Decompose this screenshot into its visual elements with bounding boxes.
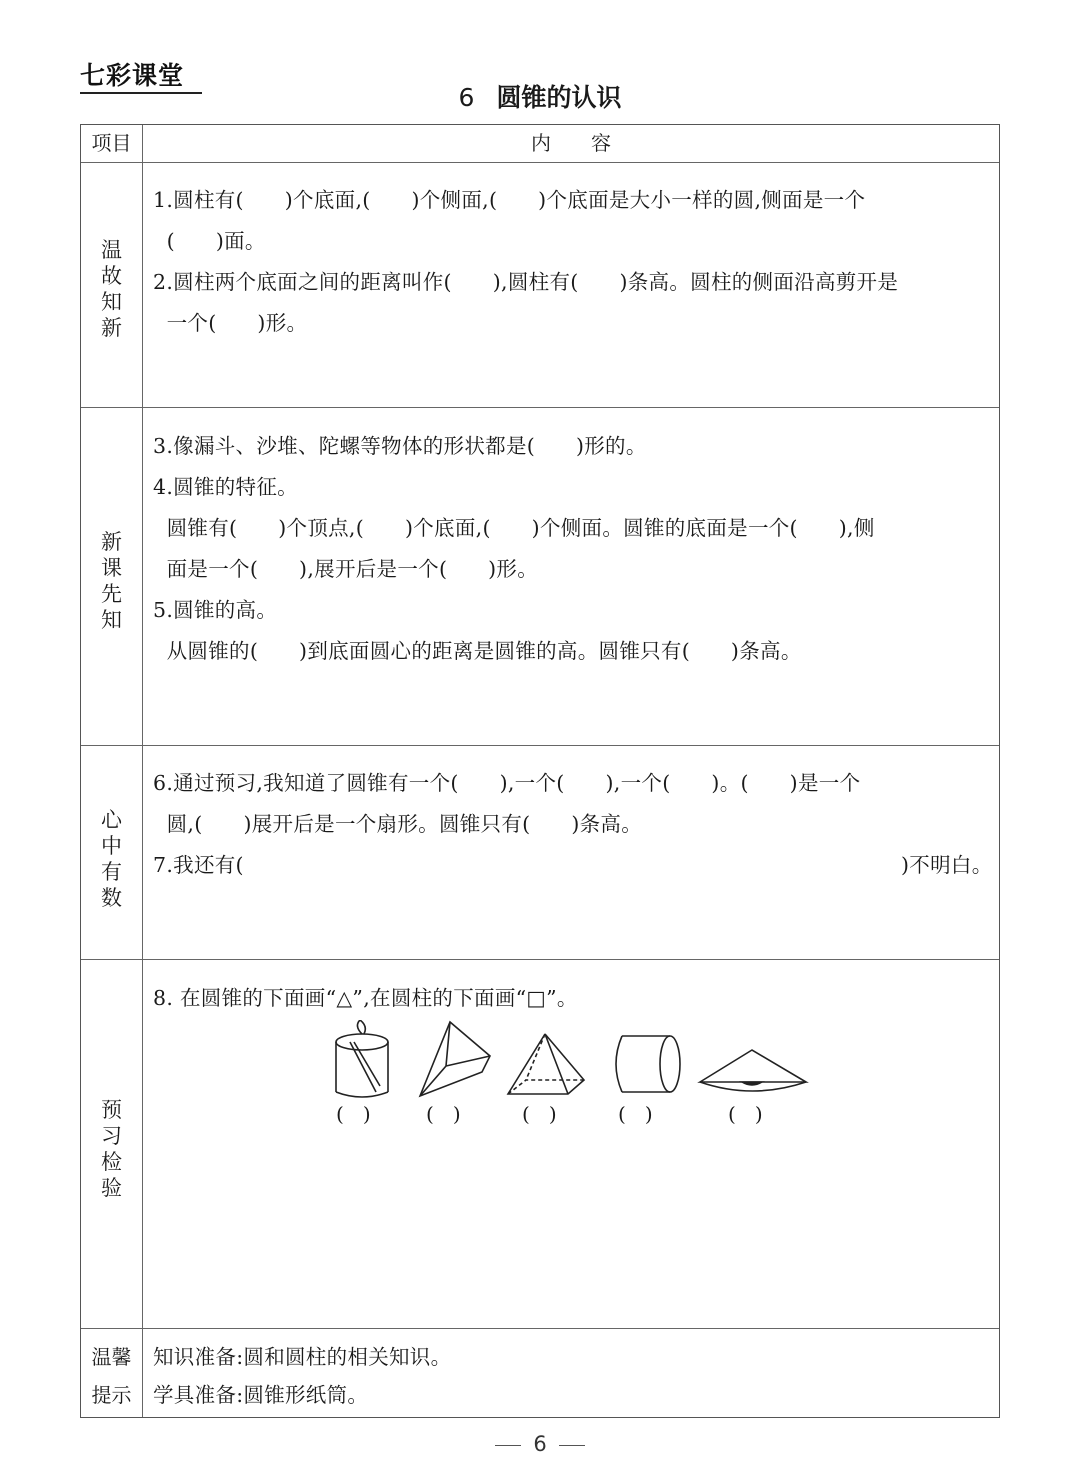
question-line: ( )面。 bbox=[153, 229, 266, 253]
section-label-review: 温 故 知 新 bbox=[101, 238, 122, 340]
question-line: 一个( )形。 bbox=[153, 311, 308, 335]
worksheet-table bbox=[80, 124, 1000, 1418]
question-line: 4.圆锥的特征。 bbox=[153, 475, 298, 499]
shape-figures-svg bbox=[250, 1020, 810, 1100]
question-line: 6.通过预习,我知道了圆锥有一个( ),一个( ),一个( )。( )是一个 bbox=[153, 771, 861, 795]
lesson-title: 圆锥的认识 bbox=[496, 83, 622, 112]
page-title bbox=[0, 78, 1080, 114]
row-divider bbox=[81, 959, 999, 960]
question-line: 5.圆锥的高。 bbox=[153, 598, 278, 622]
question-line-end: )不明白。 bbox=[901, 853, 993, 877]
question-line: 1.圆柱有( )个底面,( )个侧面,( )个底面是大小一样的圆,侧面是一个 bbox=[153, 188, 866, 212]
section-label-preview-check: 预 习 检 验 bbox=[101, 1098, 122, 1200]
row-divider bbox=[81, 745, 999, 746]
page-footer bbox=[0, 1432, 1080, 1456]
header-item: 项目 bbox=[91, 131, 132, 155]
answer-blank[interactable]: ( ) bbox=[522, 1102, 557, 1126]
section-label-tips: 温馨 提示 bbox=[91, 1345, 132, 1407]
tip-line: 学具准备:圆锥形纸筒。 bbox=[153, 1383, 369, 1407]
question-line: 面是一个( ),展开后是一个( )形。 bbox=[153, 557, 539, 581]
answer-blank[interactable]: ( ) bbox=[336, 1102, 371, 1126]
wedge-icon bbox=[420, 1022, 490, 1096]
question-line: 7.我还有( bbox=[153, 853, 244, 877]
header-content: 内容 bbox=[531, 131, 651, 155]
candle-cylinder-icon bbox=[336, 1020, 388, 1097]
answer-blank[interactable]: ( ) bbox=[728, 1102, 763, 1126]
section-label-summary: 心 中 有 数 bbox=[101, 808, 122, 910]
row-divider bbox=[81, 1328, 999, 1329]
page-number: 6 bbox=[533, 1432, 547, 1456]
tip-line: 知识准备:圆和圆柱的相关知识。 bbox=[153, 1345, 452, 1369]
question-line: 从圆锥的( )到底面圆心的距离是圆锥的高。圆锥只有( )条高。 bbox=[153, 639, 802, 663]
question-line: 圆,( )展开后是一个扇形。圆锥只有( )条高。 bbox=[153, 812, 643, 836]
question-line: 3.像漏斗、沙堆、陀螺等物体的形状都是( )形的。 bbox=[153, 434, 647, 458]
section-label-new-lesson: 新 课 先 知 bbox=[101, 530, 122, 632]
answer-blank[interactable]: ( ) bbox=[426, 1102, 461, 1126]
answer-blank[interactable]: ( ) bbox=[618, 1102, 653, 1126]
hat-cone-icon bbox=[700, 1050, 806, 1091]
question-line: 8. 在圆锥的下面画“△”,在圆柱的下面画“□”。 bbox=[153, 986, 578, 1010]
column-divider bbox=[142, 125, 143, 1417]
row-divider bbox=[81, 162, 999, 163]
question-line: 2.圆柱两个底面之间的距离叫作( ),圆柱有( )条高。圆柱的侧面沿高剪开是 bbox=[153, 270, 899, 294]
shape-figures bbox=[250, 1020, 810, 1130]
footer-dash-right bbox=[559, 1445, 585, 1446]
pyramid-icon bbox=[508, 1034, 584, 1094]
cylinder-icon bbox=[616, 1036, 680, 1092]
question-line: 圆锥有( )个顶点,( )个底面,( )个侧面。圆锥的底面是一个( ),侧 bbox=[153, 516, 875, 540]
footer-dash-left bbox=[495, 1445, 521, 1446]
lesson-number: 6 bbox=[458, 83, 475, 112]
row-divider bbox=[81, 407, 999, 408]
logo-text: 七彩课堂 bbox=[80, 61, 185, 90]
